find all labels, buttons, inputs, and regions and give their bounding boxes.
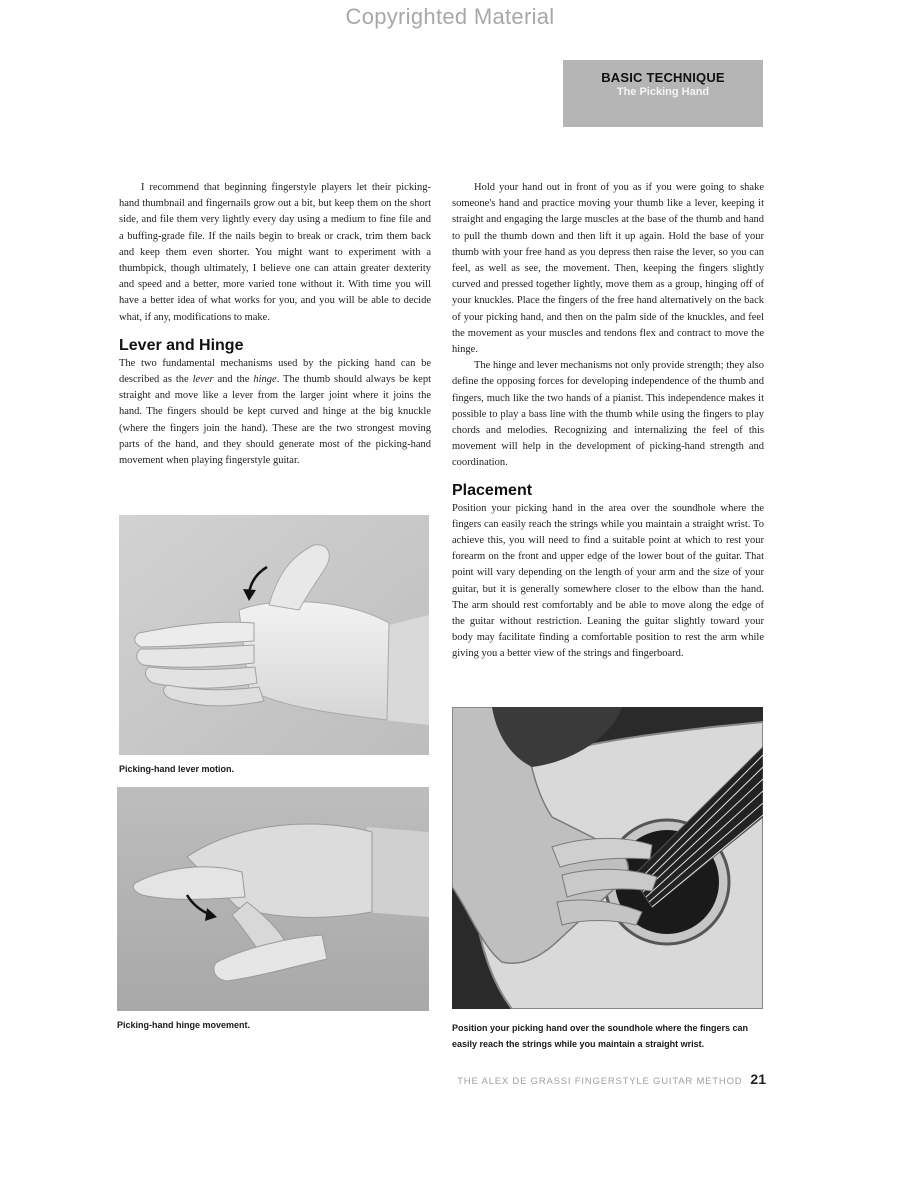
lever-motion-illustration: [119, 515, 429, 755]
placement-photo: [452, 707, 763, 1009]
placement-heading: Placement: [452, 481, 533, 499]
hinge-caption: Picking-hand hinge movement.: [117, 1020, 251, 1030]
lever-motion-photo: [119, 515, 429, 755]
independence-paragraph: The hinge and lever mechanisms not only provide strength; they also define the opposing forces for developing independence of the thumb and fingers, much like the two hands of a pianist. This independence makes it possible to play a bass line with the thumb while using the fingers to play chords and melodies. Recognizing and internalizing the feel of this movement will help in the development of picking-hand strength and coordination.: [452, 360, 764, 469]
term-hinge: hinge: [253, 374, 277, 386]
guitar-placement-illustration: [452, 707, 763, 1009]
term-lever: lever: [192, 374, 214, 386]
intro-paragraph: I recommend that beginning fingerstyle players let their picking-hand thumbnail and fingernails grow out a bit, but keep them on the short side, and file them very lightly every day using a medium to fine file and a buffing-grade file. If the nails begin to break or crack, trim them back and keep them even shorter. You might want to experiment with a thumbpick, though ultimately, I believe one can attain greater dexterity and speed and a better, more varied tone without it. With time you will have a better idea of what works for you, and you will be able to decide what, if any, modifications to make.: [119, 182, 431, 323]
lever-hinge-paragraph: [119, 356, 431, 469]
copyright-watermark: Copyrighted Material: [345, 4, 555, 29]
subsection-title: The Picking Hand: [616, 86, 710, 98]
text-run: . The thumb should always be kept straight and move like a lever from the larger joint where it joins the hand. The fingers should be kept curved and hinge at the big knuckle (where the fingers join the hand). These are the two strongest moving parts of the hand, and they should generate most of the picking-hand movement when playing fingerstyle guitar.: [119, 374, 431, 467]
page-number: 21: [750, 1071, 766, 1087]
lever-hinge-heading: Lever and Hinge: [119, 336, 244, 354]
section-header: [563, 60, 763, 127]
section-title: BASIC TECHNIQUE: [601, 70, 725, 85]
placement-caption: Position your picking hand over the soundhole where the fingers can easily reach the strings while you maintain a straight wrist.: [452, 1023, 749, 1049]
right-column: [452, 180, 764, 663]
text-run: The two fundamental mechanisms used by the picking hand can be described as the: [119, 357, 431, 386]
placement-paragraph: Position your picking hand in the area over the soundhole where the fingers can easily reach the strings while you maintain a straight wrist. To achieve this, you will need to find a suitable point at which to rest your forearm on the front and upper edge of the lower bout of the guitar. That point will vary depending on the length of your arm and the size of your guitar, but it is generally somewhere closer to the elbow than the hand. The arm should rest comfortably and be able to move along the edge of the guitar without restriction. Leaning the guitar slightly toward your body may facilitate finding a comfortable position to rest the arm while giving you a better view of the strings and fingerboard.: [452, 502, 764, 660]
lever-caption: Picking-hand lever motion.: [119, 764, 235, 774]
hinge-movement-photo: [117, 787, 429, 1011]
left-column: [119, 180, 431, 469]
book-title: THE ALEX DE GRASSI FINGERSTYLE GUITAR METHOD: [457, 1076, 743, 1087]
practice-paragraph: Hold your hand out in front of you as if you were going to shake someone's hand and practice moving your thumb like a lever, keeping it straight and engaging the large muscles at the base of the thumb and hand to pull the thumb down and then lift it up again. Hold the base of your thumb with your free hand as you depress then raise the lever, so you can feel, as well as see, the movement. Then, keeping the fingers slightly curved and pressed together lightly, move them as a group, hinging off of your knuckles. Place the fingers of the free hand alternatively on the back of your picking hand, and then on the palm side of the knuckles, and feel the movement as your muscles and tendons flex and contract to move the hinge.: [452, 182, 764, 356]
hinge-movement-illustration: [117, 787, 429, 1011]
text-run: and the: [213, 374, 254, 386]
page-footer: [426, 1071, 766, 1089]
